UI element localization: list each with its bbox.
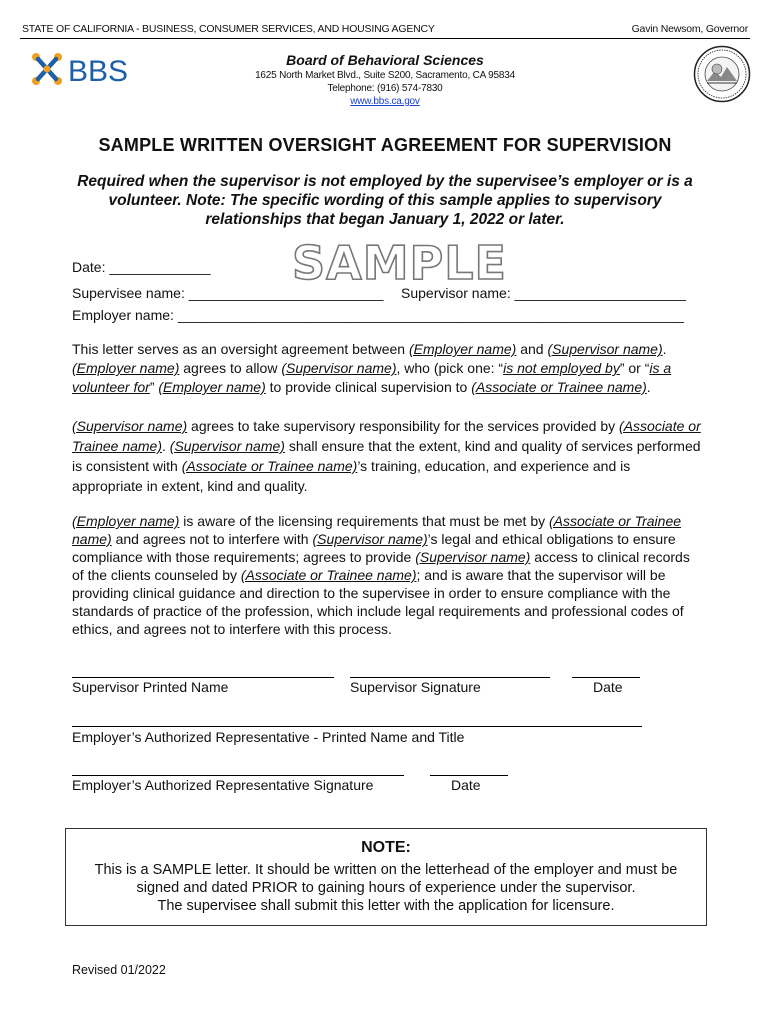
placeholder-supervisor-name: (Supervisor name) — [72, 418, 188, 434]
agency-name: STATE OF CALIFORNIA - BUSINESS, CONSUMER SERVICES, AND HOUSING AGENCY — [22, 23, 435, 35]
supervisee-name-field[interactable]: Supervisee name: _________________________ — [72, 285, 384, 301]
governor-name: Gavin Newsom, Governor — [631, 23, 748, 35]
note-line-3: The supervisee shall submit this letter with the application for licensure. — [157, 898, 615, 914]
supervisor-printed-name-line[interactable] — [72, 677, 334, 678]
supervisor-date-line[interactable] — [572, 677, 640, 678]
state-seal — [693, 45, 751, 103]
employer-name-field[interactable]: Employer name: _________________________________________________________________ — [72, 307, 684, 323]
placeholder-associate-name: (Associate or Trainee name) — [181, 458, 358, 474]
paragraph-supervisory-responsibility: (Supervisor name) agrees to take supervisory responsibility for the services provided by (Associate or Trainee name). (Supervisor name) shall ensure that the extent, kind and quality of services performed is consistent with (Associate or Trainee name)’s training, education, and experience and is appropriate in extent, kind and quality. — [72, 418, 701, 494]
california-seal-icon — [693, 45, 751, 103]
document-subtitle: Required when the supervisor is not employed by the supervisee’s employer or is a volunteer. Note: The specific wording of this sample applies to supervisory relationships that began January 1, 2022 or later. — [77, 173, 693, 228]
note-line-2: signed and dated PRIOR to gaining hours of experience under the supervisor. — [136, 880, 636, 896]
board-name: Board of Behavioral Sciences — [286, 52, 484, 68]
supervisor-printed-name-label: Supervisor Printed Name — [72, 679, 229, 695]
placeholder-employer-name: (Employer name) — [158, 379, 266, 395]
paragraph-oversight-agreement: This letter serves as an oversight agreement between (Employer name) and (Supervisor name). (Employer name) agrees to allow (Supervisor name), who (pick one: “is not employed by” or “is a volunteer for” (Employer name) to provide clinical supervision to (Associate or Trainee name). — [72, 341, 672, 395]
board-address: 1625 North Market Blvd., Suite S200, Sacramento, CA 95834 — [255, 70, 515, 81]
employer-signature-line[interactable] — [72, 775, 404, 776]
placeholder-employer-name: (Employer name) — [72, 513, 180, 529]
employer-printed-name-line[interactable] — [72, 726, 642, 727]
placeholder-associate-name: (Associate or Trainee name) — [72, 418, 701, 454]
employer-date-label: Date — [451, 777, 481, 793]
employer-date-line[interactable] — [430, 775, 508, 776]
board-website-link[interactable]: www.bbs.ca.gov — [350, 96, 420, 107]
placeholder-supervisor-name: (Supervisor name) — [547, 341, 663, 357]
supervisor-name-field[interactable]: Supervisor name: ______________________ — [401, 285, 686, 301]
placeholder-employer-name: (Employer name) — [72, 360, 180, 376]
paragraph-licensing-requirements: (Employer name) is aware of the licensing requirements that must be met by (Associate or Trainee name) and agrees not to interfere with (Supervisor name)’s legal and ethical obligations to ensure compliance with those requirements; agrees to provide (Supervisor name) access to clinical records of the clients counseled by (Associate or Trainee name); and is aware that the supervisor will be providing clinical guidance and direction to the supervisee in order to ensure compliance with the standards of practice of the profession, which include legal requirements and professional codes of ethics, and agrees not to interfere with this process. — [72, 513, 690, 637]
placeholder-employer-name: (Employer name) — [408, 341, 517, 357]
note-box — [65, 828, 707, 926]
board-telephone: Telephone: (916) 574-7830 — [327, 83, 443, 94]
note-title: NOTE: — [361, 839, 411, 856]
date-field[interactable]: Date: _____________ — [72, 259, 211, 275]
placeholder-supervisor-name: (Supervisor name) — [281, 360, 397, 376]
placeholder-associate-name: (Associate or Trainee name) — [471, 379, 647, 395]
placeholder-supervisor-name: (Supervisor name) — [169, 438, 285, 454]
supervisor-signature-line[interactable] — [350, 677, 550, 678]
bbs-logo — [30, 50, 170, 90]
sample-watermark: SAMPLE — [292, 236, 507, 290]
option-volunteer: is a volunteer for — [72, 360, 672, 395]
revision-date: Revised 01/2022 — [72, 963, 166, 977]
placeholder-associate-name: (Associate or Trainee name) — [240, 567, 417, 583]
placeholder-supervisor-name: (Supervisor name) — [312, 531, 428, 547]
bbs-logo-icon — [30, 50, 170, 90]
supervisor-signature-label: Supervisor Signature — [350, 679, 481, 695]
placeholder-associate-name: (Associate or Trainee name) — [72, 513, 682, 547]
option-not-employed: is not employed by — [503, 360, 620, 376]
employer-signature-label: Employer’s Authorized Representative Signature — [72, 777, 374, 793]
placeholder-supervisor-name: (Supervisor name) — [415, 549, 531, 565]
svg-text:BBS: BBS — [68, 55, 129, 88]
employer-printed-name-label: Employer’s Authorized Representative - Printed Name and Title — [72, 729, 465, 745]
document-title: SAMPLE WRITTEN OVERSIGHT AGREEMENT FOR SUPERVISION — [98, 135, 672, 155]
supervisor-date-label: Date — [593, 679, 623, 695]
agency-header-bar — [20, 22, 750, 39]
note-line-1: This is a SAMPLE letter. It should be written on the letterhead of the employer and must be — [94, 862, 678, 878]
